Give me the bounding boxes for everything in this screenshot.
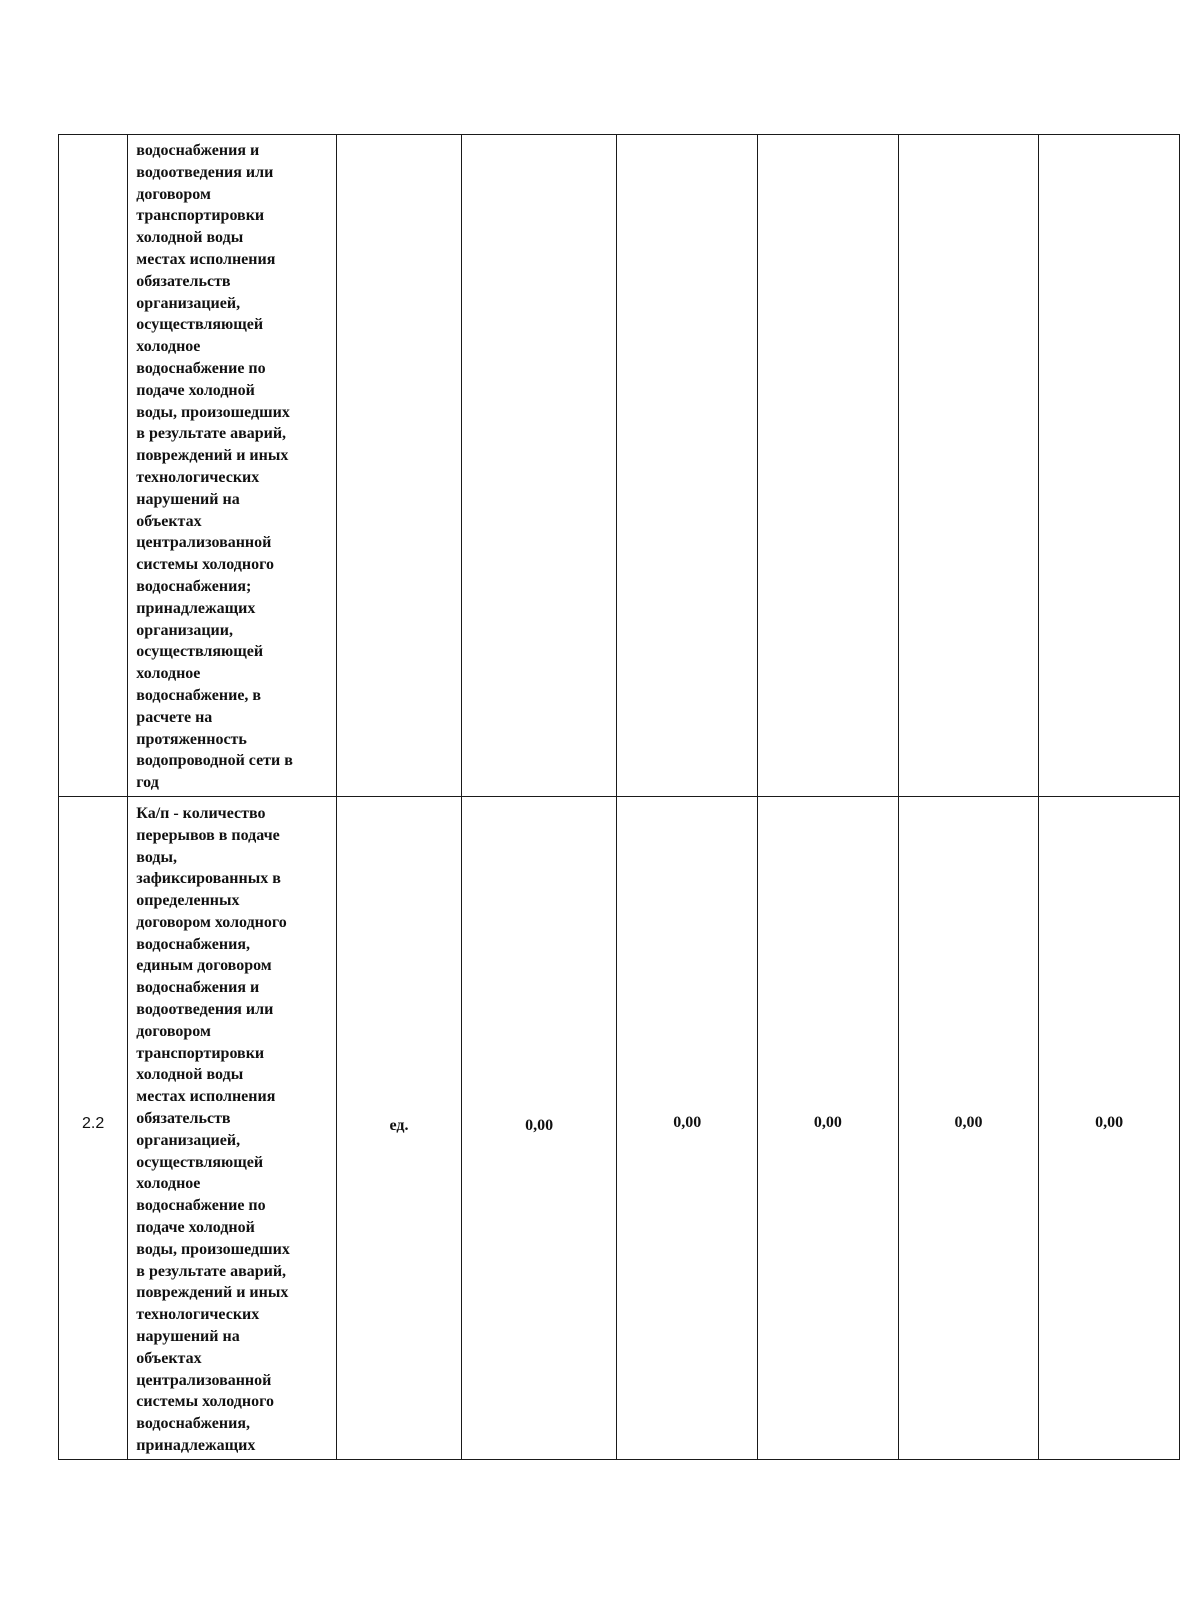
value-text: 0,00 <box>813 1113 842 1131</box>
indicator-table <box>58 134 1180 1460</box>
value-cell <box>758 135 899 797</box>
description-cell <box>128 135 337 797</box>
description-text: водоснабжения и водоотведения или договором транспортировки холодной воды местах исполнения обязательств организацией, осуществляющей холодное водоснабжение по подаче холодной воды, произошедших в результате аварий, повреждений и иных технологических нарушений на объектах централизованной системы холодного водоснабжения; принадлежащих организации, осуществляющей холодное водоснабжение, в расчете на протяженность водопроводной сети в год <box>136 142 293 792</box>
value-cell <box>758 796 899 1459</box>
value-cell <box>1039 135 1180 797</box>
value-text: 0,00 <box>525 1116 554 1134</box>
row-number-cell <box>59 796 128 1459</box>
value-cell <box>461 135 617 797</box>
value-text: 0,00 <box>954 1113 983 1131</box>
unit-text: ед. <box>389 1116 409 1134</box>
value-text: 0,00 <box>1095 1113 1124 1131</box>
row-number: 2.2 <box>82 1114 105 1132</box>
table-row <box>59 796 1180 1459</box>
value-cell <box>1039 796 1180 1459</box>
unit-cell <box>337 796 462 1459</box>
value-cell <box>617 796 758 1459</box>
value-text: 0,00 <box>673 1113 702 1131</box>
value-cell <box>617 135 758 797</box>
table-row <box>59 135 1180 797</box>
value-cell <box>898 796 1039 1459</box>
description-cell <box>128 796 337 1459</box>
row-number-cell <box>59 135 128 797</box>
value-cell <box>898 135 1039 797</box>
description-text: Ка/п - количество перерывов в подаче воды, зафиксированных в определенных договором холодного водоснабжения, единым договором водоснабжения и водоотведения или договором транспортировки холодной воды местах исполнения обязательств организацией, осуществляющей холодное водоснабжение по подаче холодной воды, произошедших в результате аварий, повреждений и иных технологических нарушений на объектах централизованной системы холодного водоснабжения, принадлежащих <box>136 804 290 1455</box>
unit-cell <box>337 135 462 797</box>
value-cell <box>461 796 617 1459</box>
